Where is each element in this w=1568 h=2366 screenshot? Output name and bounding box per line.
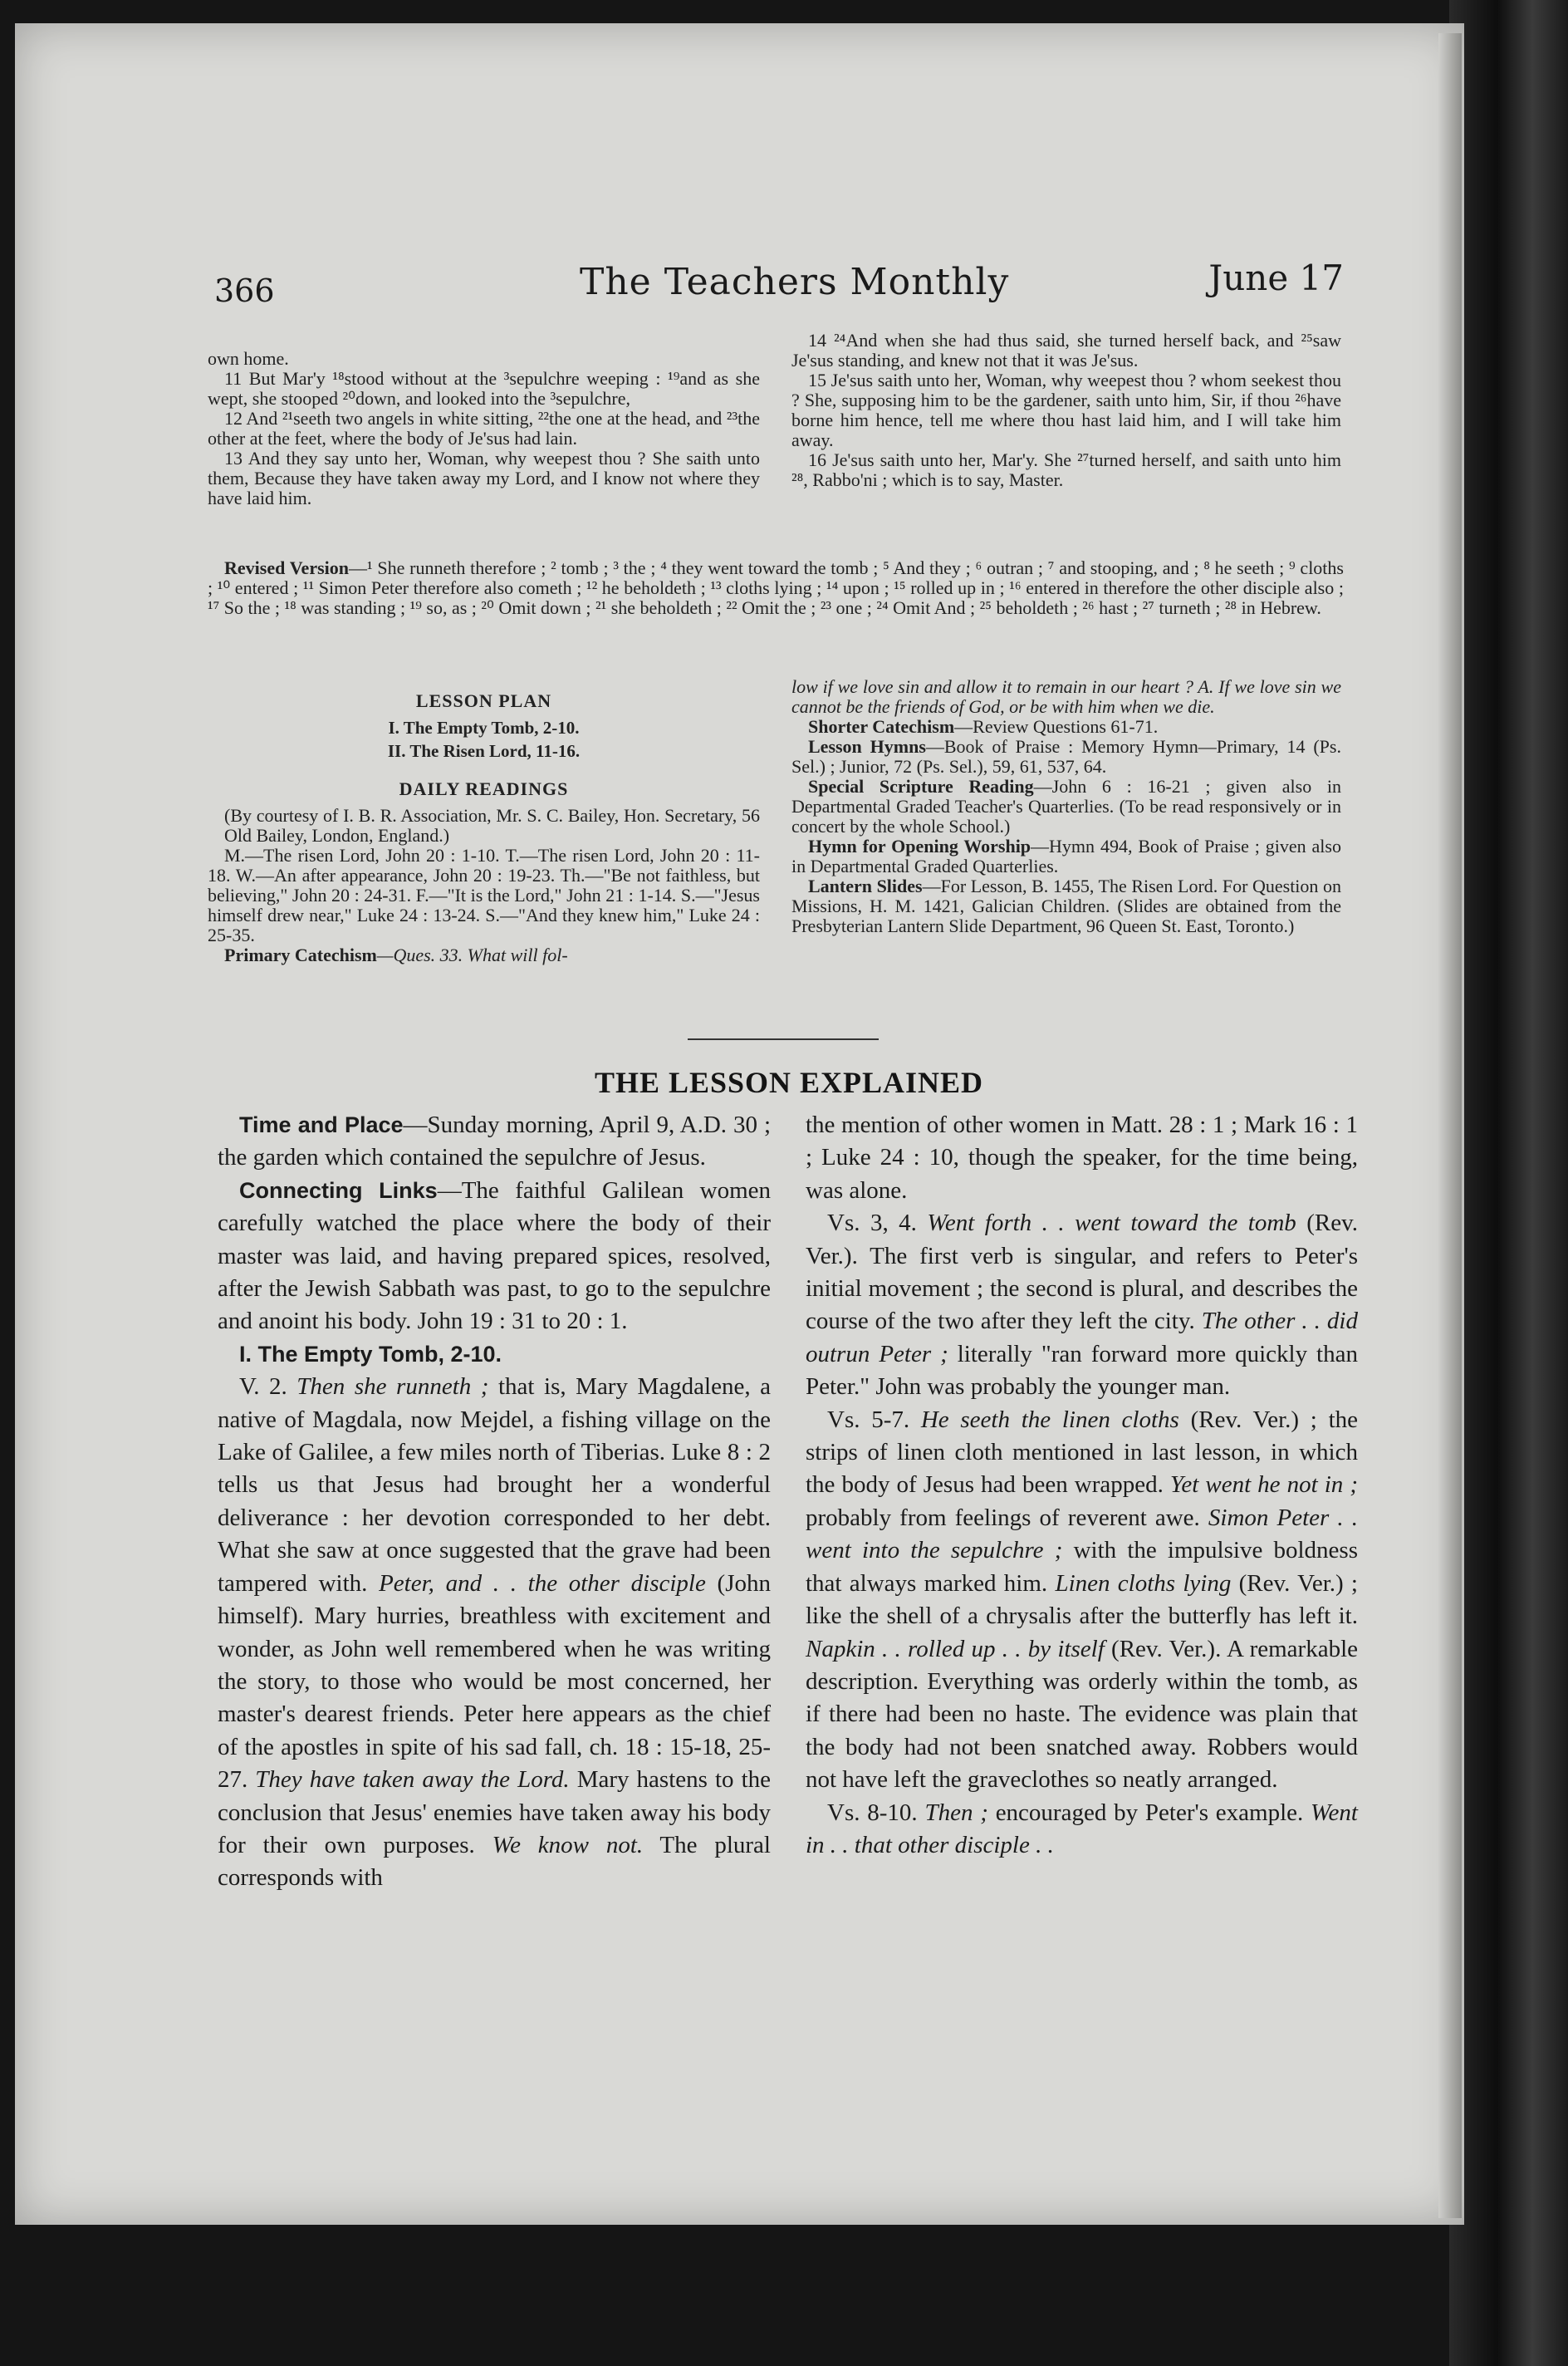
catechism-continuation: low if we love sin and allow it to remain in our heart ? A. If we love sin we cannot be the friends of God, or be with him when we die. — [791, 676, 1341, 717]
scripture-left-column — [208, 349, 760, 508]
lesson-hymns-text: —Book of Praise : Memory Hymn—Primary, 14 (Ps. Sel.) ; Junior, 72 (Ps. Sel.), 59, 61, 537, 64. — [791, 736, 1341, 777]
scripture-verse: 13 And they say unto her, Woman, why weepest thou ? She saith unto them, Because they have taken away my Lord, and I know not where they have laid him. — [208, 448, 760, 508]
daily-readings-text: M.—The risen Lord, John 20 : 1-10. T.—The risen Lord, John 20 : 11-18. W.—An after appearance, John 20 : 19-23. Th.—"Be not faithless, but believing," John 20 : 24-31. F.—"It is the Lord," John 21 : 1-14. S.—"Jesus himself drew near," Luke 24 : 13-24. S.—"And they knew him," Luke 24 : 25-35. — [208, 845, 760, 945]
notes-right-block — [791, 677, 1341, 936]
revised-version-notes — [208, 558, 1344, 618]
time-place-label: Time and Place — [239, 1112, 404, 1137]
scripture-verse: 12 And ²¹seeth two angels in white sitting, ²²the one at the head, and ²³the other at the feet, where the body of Je'sus had lain. — [208, 408, 760, 449]
scripture-verse: 11 But Mar'y ¹⁸stood without at the ³sepulchre weeping : ¹⁹and as she wept, she stooped ²⁰down, and looked into the ³sepulchre, — [208, 368, 760, 409]
lesson-hymns-label: Lesson Hymns — [808, 736, 926, 757]
explanation-left-column — [218, 1109, 771, 1895]
issue-date: June 17 — [1208, 258, 1344, 298]
page-edge — [1438, 33, 1462, 2218]
connecting-links-label: Connecting Links — [239, 1177, 438, 1203]
scripture-verse: 16 Je'sus saith unto her, Mar'y. She ²⁷turned herself, and saith unto him ²⁸, Rabbo'ni ; which is to say, Master. — [791, 449, 1341, 490]
lantern-slides-text: —For Lesson, B. 1455, The Risen Lord. For Question on Missions, H. M. 1421, Galician Children. (Slides are obtained from the Presbyterian Lantern Slide Department, 96 Queen St. East, Toronto.) — [791, 876, 1341, 936]
book-spine — [1449, 0, 1568, 2366]
opening-hymn-text: —Hymn 494, Book of Praise ; given also in Departmental Graded Quarterlies. — [791, 836, 1341, 876]
primary-catechism-label: Primary Catechism — [224, 945, 377, 965]
commentary-continuation: the mention of other women in Matt. 28 : 1 ; Mark 16 : 1 ; Luke 24 : 10, though the speaker, for the time being, was alone. — [806, 1112, 1358, 1204]
scripture-reading-label: Special Scripture Reading — [808, 776, 1034, 797]
revised-version-label: Revised Version — [224, 557, 349, 578]
opening-hymn-label: Hymn for Opening Worship — [808, 836, 1031, 857]
lesson-plan-item: II. The Risen Lord, 11-16. — [387, 741, 581, 761]
verse-commentary: V. 2. Then she runneth ; that is, Mary Magdalene, a native of Magdala, now Mejdel, a fishing village on the Lake of Galilee, a few miles north of Tiberias. Luke 8 : 2 tells us that Jesus had brought her a wonderful deliverance : her devotion corresponded to her debt. What she saw at once suggested that the grave had been tampered with. Peter, and . . the other disciple (John himself). Mary hurries, breathless with excitement and wonder, as John well remembered when he was writing the story, to those who would be most concerned, her master's dearest friends. Peter here appears as the chief of the apostles in spite of his sad fall, ch. 18 : 15-18, 25-27. They have taken away the Lord. Mary hastens to the conclusion that Jesus' enemies have taken away his body for their own purposes. We know not. The plural corresponds with — [218, 1373, 772, 1892]
scripture-reading-text: —John 6 : 16-21 ; given also in Departmental Graded Teacher's Quarterlies. (To be read responsively or in concert by the whole School.) — [791, 776, 1341, 837]
scripture-verse: 14 ²⁴And when she had thus said, she turned herself back, and ²⁵saw Je'sus standing, and knew not that it was Je'sus. — [791, 330, 1341, 371]
lesson-explained-title: THE LESSON EXPLAINED — [594, 1066, 984, 1099]
shorter-catechism-label: Shorter Catechism — [808, 716, 955, 737]
verse-commentary: Vs. 8-10. Then ; encouraged by Peter's example. Went in . . that other disciple . . — [806, 1799, 1358, 1858]
shorter-catechism-text: —Review Questions 61-71. — [954, 716, 1159, 737]
daily-readings-courtesy: (By courtesy of I. B. R. Association, Mr. S. C. Bailey, Hon. Secretary, 56 Old Bailey, London, England.) — [224, 805, 760, 846]
revised-version-text: —¹ She runneth therefore ; ² tomb ; ³ the ; ⁴ they went toward the tomb ; ⁵ And they ; ⁶ outran ; ⁷ and stooping, and ; ⁸ he seeth ; ⁹ cloths ; ¹⁰ entered ; ¹¹ Simon Peter therefore also cometh ; ¹² he beholdeth ; ¹³ cloths lying ; ¹⁴ upon ; ¹⁵ rolled up in ; ¹⁶ entered in therefore the other disciple also ; ¹⁷ So the ; ¹⁸ was standing ; ¹⁹ so, as ; ²⁰ Omit down ; ²¹ she beholdeth ; ²² Omit the ; ²³ one ; ²⁴ Omit And ; ²⁵ beholdeth ; ²⁶ hast ; ²⁷ turneth ; ²⁸ in Hebrew. — [208, 557, 1344, 618]
section-subhead: I. The Empty Tomb, 2-10. — [239, 1341, 502, 1367]
scripture-verse: own home. — [208, 348, 289, 369]
daily-readings-heading: DAILY READINGS — [399, 778, 569, 799]
lesson-plan-item: I. The Empty Tomb, 2-10. — [388, 718, 580, 738]
lesson-plan-block — [208, 691, 760, 965]
lantern-slides-label: Lantern Slides — [808, 876, 923, 896]
time-place-text: —Sunday morning, April 9, A.D. 30 ; the garden which contained the sepulchre of Jesus. — [218, 1112, 771, 1171]
verse-commentary: Vs. 3, 4. Went forth . . went toward the tomb (Rev. Ver.). The first verb is singular, and refers to Peter's initial movement ; the second is plural, and describes the course of the two after they left the city. The other . . did outrun Peter ; literally "ran forward more quickly than Peter." John was probably the younger man. — [806, 1210, 1359, 1401]
scripture-right-column — [791, 331, 1341, 490]
lesson-plan-heading: LESSON PLAN — [415, 690, 552, 711]
verse-commentary: Vs. 5-7. He seeth the linen cloths (Rev. Ver.) ; the strips of linen cloth mentioned in last lesson, in which the body of Jesus had been wrapped. Yet went he not in ; probably from feelings of reverent awe. Simon Peter . . went into the sepulchre ; with the impulsive boldness that always marked him. Linen cloths lying (Rev. Ver.) ; like the shell of a chrysalis after the butterfly has left it. Napkin . . rolled up . . by itself (Rev. Ver.). A remarkable description. Everything was orderly within the tomb, as if there had been no haste. The evidence was plain that the body had not been snatched away. Robbers would not have left the graveclothes so neatly arranged. — [806, 1406, 1359, 1794]
connecting-links-text: —The faithful Galilean women carefully watched the place where the body of their master was laid, and having prepared spices, resolved, after the Jewish Sabbath was past, to go to the sepulchre and anoint his body. John 19 : 31 to 20 : 1. — [218, 1176, 771, 1335]
explanation-right-column — [806, 1109, 1358, 1862]
running-header — [214, 258, 1344, 316]
section-divider — [688, 1038, 879, 1040]
page-number: 366 — [214, 272, 275, 309]
running-title: The Teachers Monthly — [580, 261, 1010, 303]
primary-catechism-text: —Ques. 33. What will fol- — [376, 945, 568, 965]
scripture-verse: 15 Je'sus saith unto her, Woman, why weepest thou ? whom seekest thou ? She, supposing him to be the gardener, saith unto him, Sir, if thou ²⁶have borne him hence, tell me where thou hast laid him, and I will take him away. — [791, 370, 1341, 450]
